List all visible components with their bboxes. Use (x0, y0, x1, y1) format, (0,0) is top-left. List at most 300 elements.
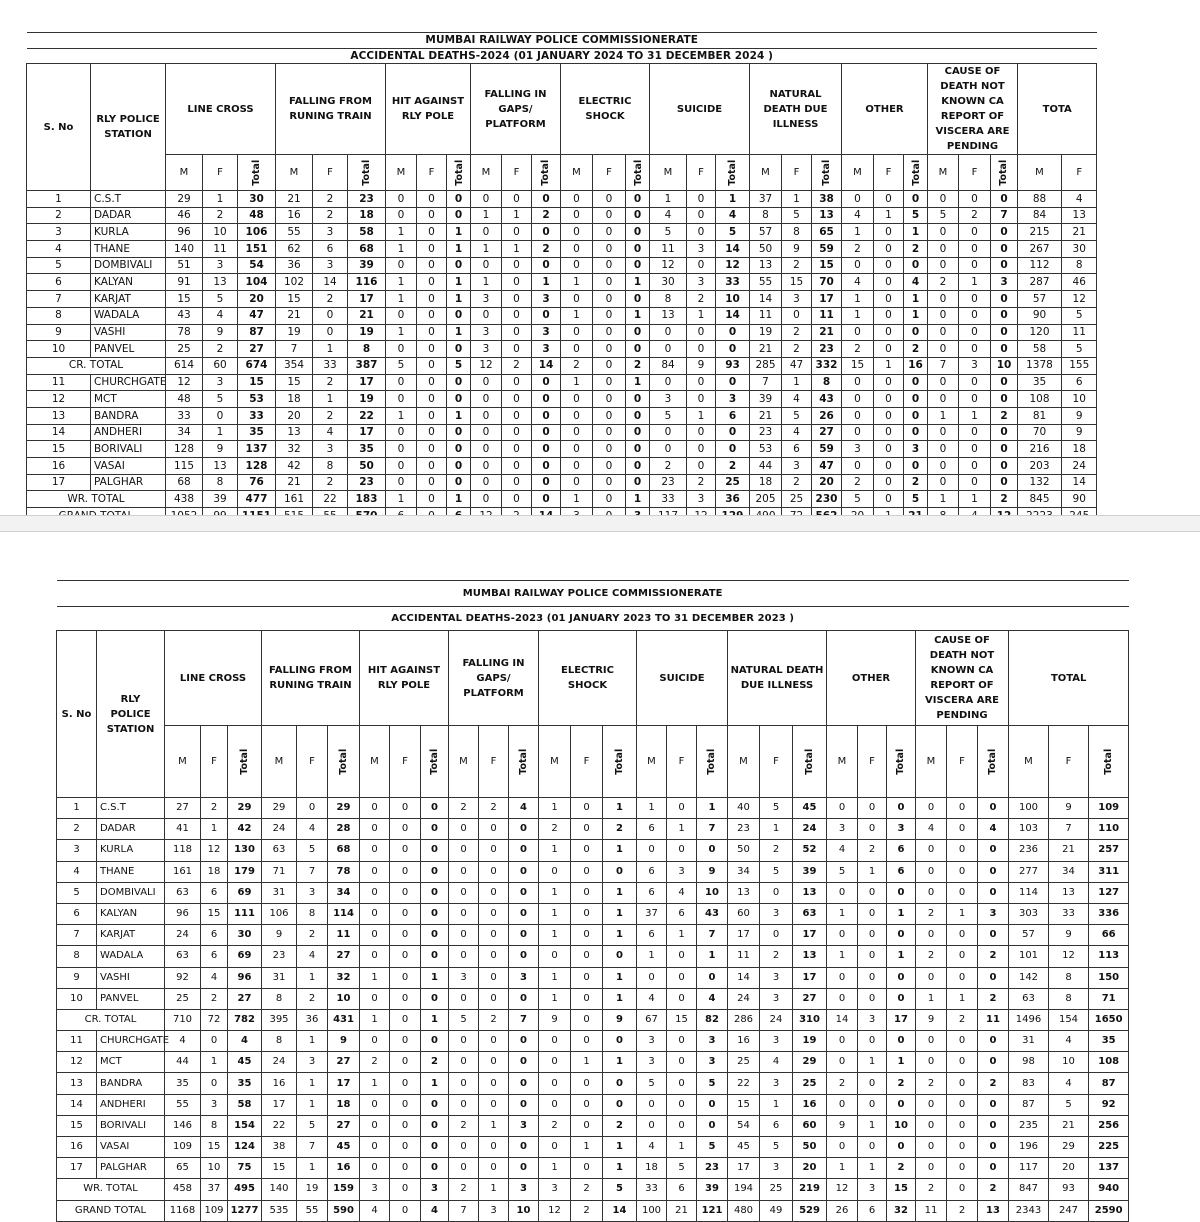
row-total-cell: 2 (716, 458, 750, 475)
row-total-cell: 10 (697, 882, 728, 903)
row-cell: 0 (561, 391, 593, 408)
row-cell: 0 (471, 224, 502, 241)
row-station: DOMBIVALI (97, 882, 165, 903)
row-cell: 0 (449, 1031, 479, 1052)
row-cell: 10 (201, 1158, 228, 1179)
row-cell: 3 (471, 324, 502, 341)
row-cell: 0 (916, 882, 947, 903)
row-cell: 1 (782, 374, 812, 391)
subheader-male: M (360, 726, 390, 798)
row-cell: 0 (858, 988, 887, 1009)
row-sno: 4 (27, 241, 91, 258)
row-cell: 0 (842, 257, 874, 274)
row-station: MCT (91, 391, 166, 408)
row-cell: 2 (916, 946, 947, 967)
subheader-total (793, 726, 827, 798)
row-total-cell: 14 (716, 241, 750, 258)
row-total-cell: 0 (509, 988, 539, 1009)
row-cell: 2 (959, 207, 991, 224)
row-cell: 203 (1018, 458, 1062, 475)
summary-label: CR. TOTAL (57, 1009, 165, 1030)
row-cell: 1 (928, 407, 959, 424)
row-cell: 8 (750, 207, 782, 224)
row-cell: 0 (479, 882, 509, 903)
row-total-cell: 50 (348, 458, 386, 475)
row-cell: 2 (916, 1179, 947, 1200)
row-station: C.S.T (91, 191, 166, 208)
row-total-cell: 14 (716, 307, 750, 324)
row-total-cell: 0 (716, 324, 750, 341)
row-total-cell: 230 (812, 491, 842, 508)
row-cell: 5 (760, 1137, 793, 1158)
row-total-cell: 68 (328, 840, 360, 861)
row-cell: 13 (728, 882, 760, 903)
row-cell: 0 (360, 882, 390, 903)
row-total-cell: 0 (447, 458, 471, 475)
row-cell: 0 (947, 967, 978, 988)
row-cell: 0 (959, 191, 991, 208)
row-total-cell: 0 (991, 257, 1018, 274)
row-total-cell: 47 (238, 307, 276, 324)
table-row (27, 391, 1097, 408)
row-cell: 1 (386, 291, 417, 308)
row-total-cell: 0 (991, 224, 1018, 241)
row-total-cell: 53 (238, 391, 276, 408)
subheader-female: F (1049, 726, 1089, 798)
row-total-cell: 0 (991, 291, 1018, 308)
row-cell: 3 (782, 291, 812, 308)
row-cell: 19 (297, 1179, 328, 1200)
row-cell: 3 (827, 819, 858, 840)
row-cell: 0 (502, 424, 532, 441)
category-header: FALLING FROM RUNING TRAIN (262, 631, 360, 726)
subheader-female: F (479, 726, 509, 798)
row-total-cell: 2 (978, 1179, 1009, 1200)
row-total-cell: 3 (978, 903, 1009, 924)
row-cell: 1 (471, 241, 502, 258)
row-cell: 0 (471, 424, 502, 441)
row-cell: 50 (728, 840, 760, 861)
row-cell: 0 (390, 861, 421, 882)
subheader-female: F (201, 726, 228, 798)
row-total-cell: 114 (328, 903, 360, 924)
row-cell: 0 (571, 798, 603, 819)
row-total-cell: 4 (697, 988, 728, 1009)
row-cell: 10 (203, 224, 238, 241)
row-total-cell: 29 (228, 798, 262, 819)
subheader-total (532, 155, 561, 191)
row-total-cell: 2 (991, 407, 1018, 424)
row-cell: 0 (417, 441, 447, 458)
table-row (57, 1137, 1129, 1158)
row-cell: 1168 (165, 1200, 201, 1221)
row-station: THANE (97, 861, 165, 882)
row-cell: 25 (760, 1179, 793, 1200)
row-cell: 3 (479, 1200, 509, 1221)
row-cell: 0 (593, 257, 626, 274)
row-cell: 140 (166, 241, 203, 258)
row-total-cell: 17 (793, 925, 827, 946)
row-cell: 0 (386, 391, 417, 408)
period-row (27, 49, 1097, 64)
row-cell: 109 (201, 1200, 228, 1221)
row-cell: 0 (386, 458, 417, 475)
row-cell: 0 (417, 307, 447, 324)
row-cell: 0 (928, 257, 959, 274)
row-total-cell: 0 (603, 946, 637, 967)
row-total-cell: 47 (812, 458, 842, 475)
row-cell: 7 (750, 374, 782, 391)
row-cell: 9 (1049, 925, 1089, 946)
row-cell: 1 (561, 307, 593, 324)
row-cell: 12 (539, 1200, 571, 1221)
row-cell: 247 (1049, 1200, 1089, 1221)
row-cell: 0 (667, 840, 697, 861)
row-cell: 0 (959, 241, 991, 258)
row-total-cell: 28 (328, 819, 360, 840)
row-cell: 0 (928, 341, 959, 358)
subheader-female: F (297, 726, 328, 798)
row-cell: 0 (650, 324, 687, 341)
row-cell: 0 (928, 191, 959, 208)
row-cell: 1 (360, 967, 390, 988)
subheader-total (697, 726, 728, 798)
row-total-cell: 13 (812, 207, 842, 224)
row-cell: 0 (687, 424, 716, 441)
row-cell: 196 (1009, 1137, 1049, 1158)
row-total-cell: 0 (532, 407, 561, 424)
row-total-cell: 24 (793, 819, 827, 840)
row-cell: 0 (313, 324, 348, 341)
row-cell: 13 (276, 424, 313, 441)
row-cell: 0 (650, 424, 687, 441)
row-cell: 1 (916, 988, 947, 1009)
row-sno: 8 (27, 307, 91, 324)
row-total-cell: 35 (238, 424, 276, 441)
row-total-cell: 0 (421, 903, 449, 924)
row-cell: 0 (687, 257, 716, 274)
row-cell: 21 (276, 307, 313, 324)
row-cell: 0 (449, 1073, 479, 1094)
row-cell: 50 (750, 241, 782, 258)
row-total-cell: 21 (348, 307, 386, 324)
row-cell: 31 (262, 967, 297, 988)
row-cell: 1 (297, 1073, 328, 1094)
row-cell: 24 (1062, 458, 1097, 475)
row-total-cell: 3 (716, 391, 750, 408)
row-cell: 118 (165, 840, 201, 861)
row-total-cell: 1 (697, 798, 728, 819)
row-total-cell: 27 (238, 341, 276, 358)
row-total-cell: 15 (812, 257, 842, 274)
row-station: PANVEL (91, 341, 166, 358)
row-cell: 0 (390, 1009, 421, 1030)
row-station: VASHI (97, 967, 165, 988)
row-total-cell: 27 (328, 946, 360, 967)
row-cell: 0 (449, 988, 479, 1009)
row-total-cell: 29 (793, 1052, 827, 1073)
row-total-cell: 495 (228, 1179, 262, 1200)
row-total-cell: 0 (532, 374, 561, 391)
row-cell: 1 (650, 191, 687, 208)
row-cell: 6 (201, 925, 228, 946)
row-cell: 9 (1062, 424, 1097, 441)
row-total-cell: 29 (328, 798, 360, 819)
row-cell: 3 (760, 1158, 793, 1179)
row-cell: 2 (782, 341, 812, 358)
row-cell: 1 (502, 241, 532, 258)
row-cell: 0 (667, 1052, 697, 1073)
row-cell: 3 (449, 967, 479, 988)
row-cell: 1 (539, 882, 571, 903)
row-total-cell: 1 (603, 1158, 637, 1179)
row-total-cell: 0 (978, 967, 1009, 988)
row-station: CHURCHGATE (97, 1031, 165, 1052)
row-total-cell: 76 (238, 474, 276, 491)
row-cell: 0 (417, 191, 447, 208)
row-total-cell: 2 (904, 474, 928, 491)
row-total-cell: 27 (328, 1052, 360, 1073)
table-row (27, 458, 1097, 475)
row-total-cell: 0 (904, 391, 928, 408)
row-cell: 87 (1009, 1094, 1049, 1115)
row-cell: 3 (297, 1052, 328, 1073)
row-cell: 88 (1018, 191, 1062, 208)
row-cell: 0 (390, 1137, 421, 1158)
row-total-cell: 127 (1089, 882, 1129, 903)
row-total-cell: 111 (228, 903, 262, 924)
row-cell: 0 (916, 967, 947, 988)
row-cell: 0 (874, 241, 904, 258)
row-station: KURLA (91, 224, 166, 241)
row-cell: 0 (502, 391, 532, 408)
row-sno: 5 (27, 257, 91, 274)
row-cell: 0 (417, 391, 447, 408)
row-cell: 0 (360, 1158, 390, 1179)
row-cell: 22 (728, 1073, 760, 1094)
row-total-cell: 27 (228, 988, 262, 1009)
row-cell: 1 (947, 903, 978, 924)
row-cell: 0 (928, 424, 959, 441)
row-total-cell: 52 (793, 840, 827, 861)
row-cell: 0 (417, 407, 447, 424)
row-cell: 0 (959, 374, 991, 391)
table-row (27, 341, 1097, 358)
table-row (57, 798, 1129, 819)
row-cell: 0 (390, 1094, 421, 1115)
row-cell: 0 (571, 946, 603, 967)
row-cell: 114 (1009, 882, 1049, 903)
row-cell: 194 (728, 1179, 760, 1200)
row-sno: 9 (27, 324, 91, 341)
row-cell: 0 (449, 1158, 479, 1179)
row-cell: 0 (360, 1094, 390, 1115)
row-station: KARJAT (97, 925, 165, 946)
row-cell: 0 (561, 191, 593, 208)
row-cell: 2 (842, 241, 874, 258)
row-cell: 1 (827, 903, 858, 924)
row-sno: 1 (27, 191, 91, 208)
row-total-cell: 1 (603, 882, 637, 903)
row-total-cell: 22 (348, 407, 386, 424)
row-cell: 1 (386, 224, 417, 241)
row-cell: 100 (637, 1200, 667, 1221)
table-row (57, 840, 1129, 861)
subheader-male: M (561, 155, 593, 191)
subheader-total-label: Total (540, 159, 552, 186)
row-cell: 1 (687, 307, 716, 324)
row-total-cell: 179 (228, 861, 262, 882)
subheader-total-label: Total (613, 748, 625, 775)
row-total-cell: 71 (1089, 988, 1129, 1009)
summary-row (27, 357, 1097, 374)
row-total-cell: 137 (238, 441, 276, 458)
row-cell: 1 (858, 1115, 887, 1136)
row-cell: 6 (201, 882, 228, 903)
row-total-cell: 2 (904, 341, 928, 358)
row-cell: 0 (479, 1031, 509, 1052)
row-cell: 1 (539, 967, 571, 988)
report-period: ACCIDENTAL DEATHS-2024 (01 JANUARY 2024 TO 31 DECEMBER 2024 ) (27, 49, 1097, 64)
row-cell: 0 (687, 191, 716, 208)
subheader-male: M (916, 726, 947, 798)
row-cell: 0 (667, 798, 697, 819)
row-cell: 0 (842, 324, 874, 341)
row-cell: 5 (928, 207, 959, 224)
row-cell: 0 (386, 207, 417, 224)
row-cell: 2 (571, 1179, 603, 1200)
row-total-cell: 18 (328, 1094, 360, 1115)
row-cell: 3 (687, 241, 716, 258)
row-total-cell: 11 (328, 925, 360, 946)
row-total-cell: 0 (991, 424, 1018, 441)
row-cell: 1 (386, 324, 417, 341)
subheader-total (328, 726, 360, 798)
row-cell: 3 (471, 341, 502, 358)
row-cell: 0 (947, 1094, 978, 1115)
row-cell: 0 (842, 191, 874, 208)
row-total-cell: 17 (812, 291, 842, 308)
row-total-cell: 0 (532, 491, 561, 508)
row-cell: 0 (360, 798, 390, 819)
row-cell: 0 (858, 946, 887, 967)
row-total-cell: 6 (887, 861, 916, 882)
row-cell: 0 (479, 1158, 509, 1179)
row-total-cell: 39 (348, 257, 386, 274)
row-cell: 71 (262, 861, 297, 882)
subheader-total-label: Total (337, 748, 349, 775)
row-cell: 0 (916, 1052, 947, 1073)
row-cell: 0 (858, 1073, 887, 1094)
row-cell: 103 (1009, 819, 1049, 840)
row-cell: 0 (667, 1094, 697, 1115)
row-cell: 0 (959, 307, 991, 324)
row-cell: 0 (928, 224, 959, 241)
row-cell: 16 (728, 1031, 760, 1052)
row-total-cell: 0 (532, 458, 561, 475)
row-cell: 3 (539, 1179, 571, 1200)
row-cell: 0 (471, 407, 502, 424)
row-cell: 0 (390, 925, 421, 946)
row-total-cell: 4 (509, 798, 539, 819)
row-cell: 1 (947, 988, 978, 1009)
row-cell: 25 (728, 1052, 760, 1073)
row-cell: 117 (1009, 1158, 1049, 1179)
row-cell: 0 (858, 1031, 887, 1052)
row-cell: 0 (360, 1031, 390, 1052)
table-row (27, 474, 1097, 491)
row-cell: 42 (276, 458, 313, 475)
row-cell: 0 (417, 474, 447, 491)
row-cell: 55 (297, 1200, 328, 1221)
row-total-cell: 150 (1089, 967, 1129, 988)
row-cell: 5 (827, 861, 858, 882)
row-total-cell: 68 (348, 241, 386, 258)
row-cell: 0 (858, 925, 887, 946)
row-total-cell: 0 (991, 307, 1018, 324)
row-total-cell: 310 (793, 1009, 827, 1030)
row-cell: 7 (928, 357, 959, 374)
row-total-cell: 7 (991, 207, 1018, 224)
row-total-cell: 0 (421, 946, 449, 967)
row-total-cell: 1 (887, 946, 916, 967)
row-cell: 0 (539, 1137, 571, 1158)
row-cell: 18 (201, 861, 228, 882)
row-cell: 4 (203, 307, 238, 324)
row-cell: 15 (166, 291, 203, 308)
subheader-total-label: Total (517, 748, 529, 775)
row-total-cell: 7 (697, 925, 728, 946)
row-cell: 38 (262, 1137, 297, 1158)
row-cell: 458 (165, 1179, 201, 1200)
row-total-cell: 0 (904, 374, 928, 391)
row-cell: 3 (858, 1179, 887, 1200)
row-cell: 215 (1018, 224, 1062, 241)
row-cell: 4 (360, 1200, 390, 1221)
row-cell: 0 (571, 903, 603, 924)
row-cell: 0 (313, 307, 348, 324)
row-cell: 0 (637, 1115, 667, 1136)
row-cell: 37 (637, 903, 667, 924)
row-cell: 0 (390, 988, 421, 1009)
row-cell: 24 (262, 819, 297, 840)
row-cell: 0 (687, 374, 716, 391)
row-total-cell: 43 (812, 391, 842, 408)
row-sno: 11 (27, 374, 91, 391)
row-cell: 6 (637, 882, 667, 903)
row-total-cell: 87 (1089, 1073, 1129, 1094)
row-cell: 21 (1049, 840, 1089, 861)
row-cell: 0 (874, 458, 904, 475)
row-cell: 2 (782, 324, 812, 341)
subheader-female: F (417, 155, 447, 191)
row-cell: 63 (165, 882, 201, 903)
category-header: TOTAL (1009, 631, 1129, 726)
row-cell: 0 (687, 341, 716, 358)
subheader-total (228, 726, 262, 798)
row-total-cell: 0 (887, 925, 916, 946)
row-total-cell: 0 (603, 1031, 637, 1052)
row-total-cell: 1 (447, 241, 471, 258)
row-cell: 2 (842, 341, 874, 358)
row-sno: 15 (27, 441, 91, 458)
row-cell: 55 (750, 274, 782, 291)
row-total-cell: 9 (603, 1009, 637, 1030)
subheader-male: M (1018, 155, 1062, 191)
row-cell: 1 (561, 491, 593, 508)
row-cell: 0 (916, 925, 947, 946)
row-cell: 0 (502, 324, 532, 341)
